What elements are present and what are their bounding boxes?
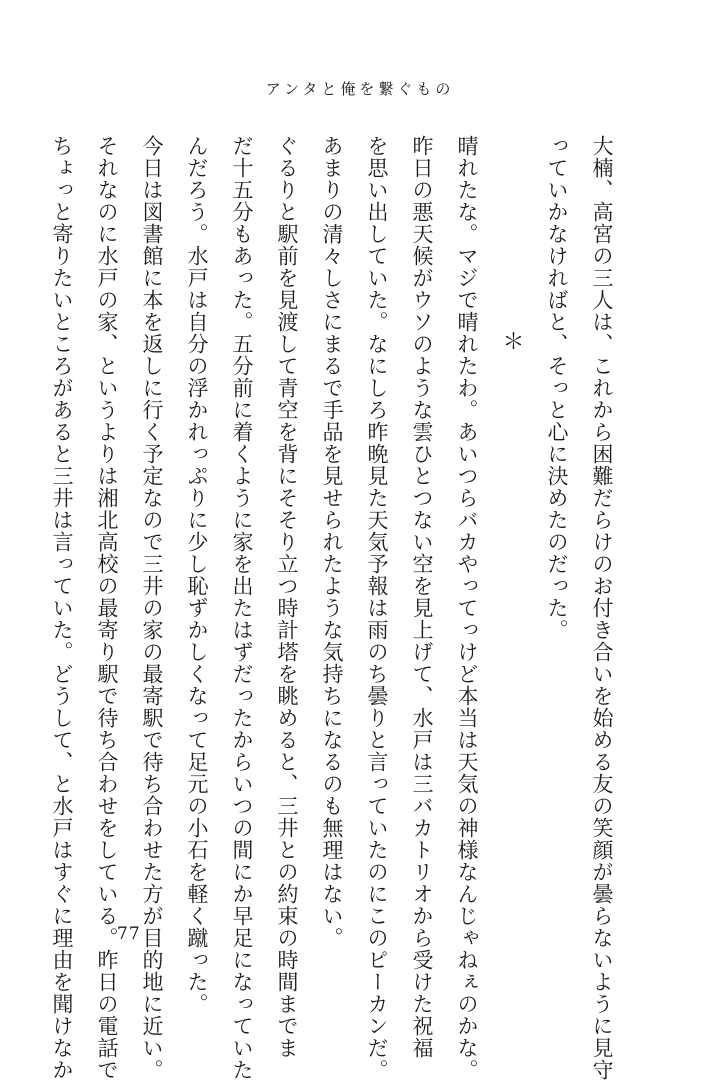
text-line: 大楠、高宮の三人は、これから困難だらけのお付き合いを始める友の笑顔が曇らないように見守 bbox=[590, 135, 614, 1081]
section-break-asterisk: ＊ bbox=[499, 330, 524, 352]
text-line: っていかなければと、そっと心に決めたのだった。 bbox=[545, 135, 569, 641]
text-line: ちょっと寄りたいところがあると三井は言っていた。どうして、と水戸はすぐに理由を聞けなか bbox=[50, 135, 74, 1081]
text-line: それなのに水戸の家、というよりは湘北高校の最寄り駅で待ち合わせをしている。昨日の電話で bbox=[95, 135, 119, 1081]
text-line: だ十五分もあった。五分前に着くように家を出たはずだったからいつの間にか早足になっていた bbox=[230, 135, 254, 1081]
text-line: 晴れたな。マジで晴れたわ。あいつらバカやってっけど本当は天気の神様なんじゃねぇのかな。 bbox=[455, 135, 479, 1081]
text-line: ぐるりと駅前を見渡して青空を背にそそり立つ時計塔を眺めると、三井との約束の時間までま bbox=[275, 135, 299, 1059]
text-line: 今日は図書館に本を返しに行く予定なので三井の家の最寄駅で待ち合わせた方が目的地に近い。 bbox=[140, 135, 164, 1081]
page-number: 77 bbox=[117, 924, 141, 944]
text-line: んだろう。水戸は自分の浮かれっぷりに少し恥ずかしくなって足元の小石を軽く蹴った。 bbox=[185, 135, 209, 1015]
running-header: アンタと俺を繋ぐもの bbox=[265, 80, 455, 98]
text-line: を思い出していた。なにしろ昨晩見た天気予報は雨のち曇りと言っていたのにこのピーカンだ。 bbox=[365, 135, 389, 1081]
text-line: あまりの清々しさにまるで手品を見せられたような気持ちになるのも無理はない。 bbox=[320, 135, 344, 949]
text-line: 昨日の悪天候がウソのような雲ひとつない空を見上げて、水戸は三バカトリオから受けた祝福 bbox=[410, 135, 434, 1059]
